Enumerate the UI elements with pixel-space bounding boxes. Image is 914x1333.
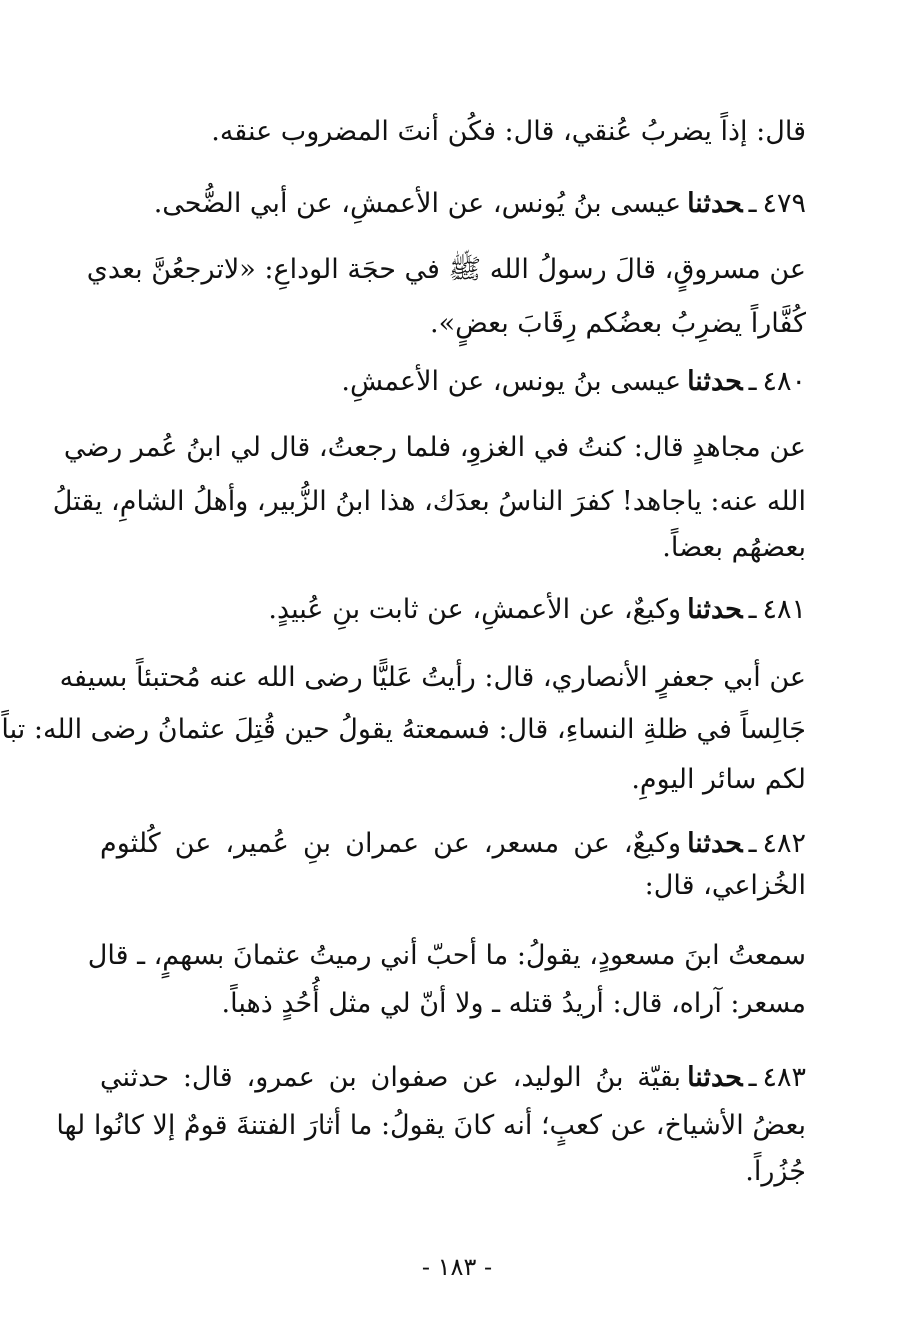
dash: ـ xyxy=(748,1062,757,1093)
text-line: كُفَّاراً يضرِبُ بعضُكم رِقَابَ بعضٍ». xyxy=(430,308,806,339)
hadith-number: ٤٧٩ xyxy=(762,188,806,219)
dash: ـ xyxy=(748,594,757,625)
hadith-heading-481 xyxy=(100,590,806,630)
text-line: مسعر: آراه، قال: أريدُ قتله ـ ولا أنّ لي مثل أُحُدٍ ذهباً. xyxy=(221,988,806,1019)
text-line: لكم سائر اليومِ. xyxy=(631,764,806,795)
isnad-text: عيسى بنُ يُونس، عن الأعمشِ، عن أبي الضُّحى. xyxy=(153,188,682,219)
dash: ـ xyxy=(748,188,757,219)
hadith-number: ٤٨١ xyxy=(762,594,806,625)
narration-keyword: حدثنا xyxy=(687,594,743,625)
text-line: قال: إذاً يضربُ عُنقي، قال: فكُن أنتَ المضروب عنقه. xyxy=(211,116,806,147)
text-line: بعضهُم بعضاً. xyxy=(662,532,806,563)
narration-keyword: حدثنا xyxy=(687,188,743,219)
hadith-heading-480 xyxy=(100,362,806,402)
hadith-heading-479 xyxy=(100,184,806,224)
text-line: عن مجاهدٍ قال: كنتُ في الغزوِ، فلما رجعتُ، قال لي ابنُ عُمر رضي xyxy=(63,432,806,463)
page-number: - ١٨٣ - xyxy=(421,1253,493,1281)
hadith-heading-483 xyxy=(100,1058,806,1098)
hadith-number: ٤٨٣ xyxy=(762,1062,806,1093)
isnad-text: وكيعٌ، عن الأعمشِ، عن ثابت بنِ عُبيدٍ. xyxy=(268,594,682,625)
isnad-text: عيسى بنُ يونس، عن الأعمشِ. xyxy=(341,366,682,397)
text-line: عن مسروقٍ، قالَ رسولُ الله ﷺ في حجَة الوداعِ: «لاترجعُنَّ بعدي xyxy=(86,254,806,285)
hadith-heading-482 xyxy=(100,824,806,864)
isnad-text: وكيعٌ، عن مسعر، عن عمران بنِ عُمير، عن كُلثوم xyxy=(100,828,682,859)
text-line: جَالِساً في ظلةِ النساءِ، قال: فسمعتهُ يقولُ حين قُتِلَ عثمانُ رضى الله: تباً xyxy=(1,714,806,745)
text-line: بعضُ الأشياخ، عن كعبٍ؛ أنه كانَ يقولُ: ما أثارَ الفتنةَ قومٌ إلا كانُوا لها xyxy=(56,1110,806,1141)
text-line: سمعتُ ابنَ مسعودٍ، يقولُ: ما أحبّ أني رميتُ عثمانَ بسهمٍ، ـ قال xyxy=(87,940,806,971)
text-line: عن أبي جعفرٍ الأنصاري، قال: رأيتُ عَليًّا رضى الله عنه مُحتبئاً بسيفه xyxy=(59,662,806,693)
narration-keyword: حدثنا xyxy=(687,828,743,859)
text-line: الخُزاعي، قال: xyxy=(644,870,806,901)
hadith-number: ٤٨٢ xyxy=(762,828,806,859)
dash: ـ xyxy=(748,366,757,397)
hadith-number: ٤٨٠ xyxy=(762,366,806,397)
narration-keyword: حدثنا xyxy=(687,1062,743,1093)
text-line: جُزُراً. xyxy=(745,1156,806,1187)
dash: ـ xyxy=(748,828,757,859)
narration-keyword: حدثنا xyxy=(687,366,743,397)
isnad-text: بقيّة بنُ الوليد، عن صفوان بن عمرو، قال: حدثني xyxy=(100,1062,682,1093)
text-line: الله عنه: ياجاهد! كفرَ الناسُ بعدَك، هذا ابنُ الزُّبير، وأهلُ الشامِ، يقتلُ xyxy=(52,486,806,517)
